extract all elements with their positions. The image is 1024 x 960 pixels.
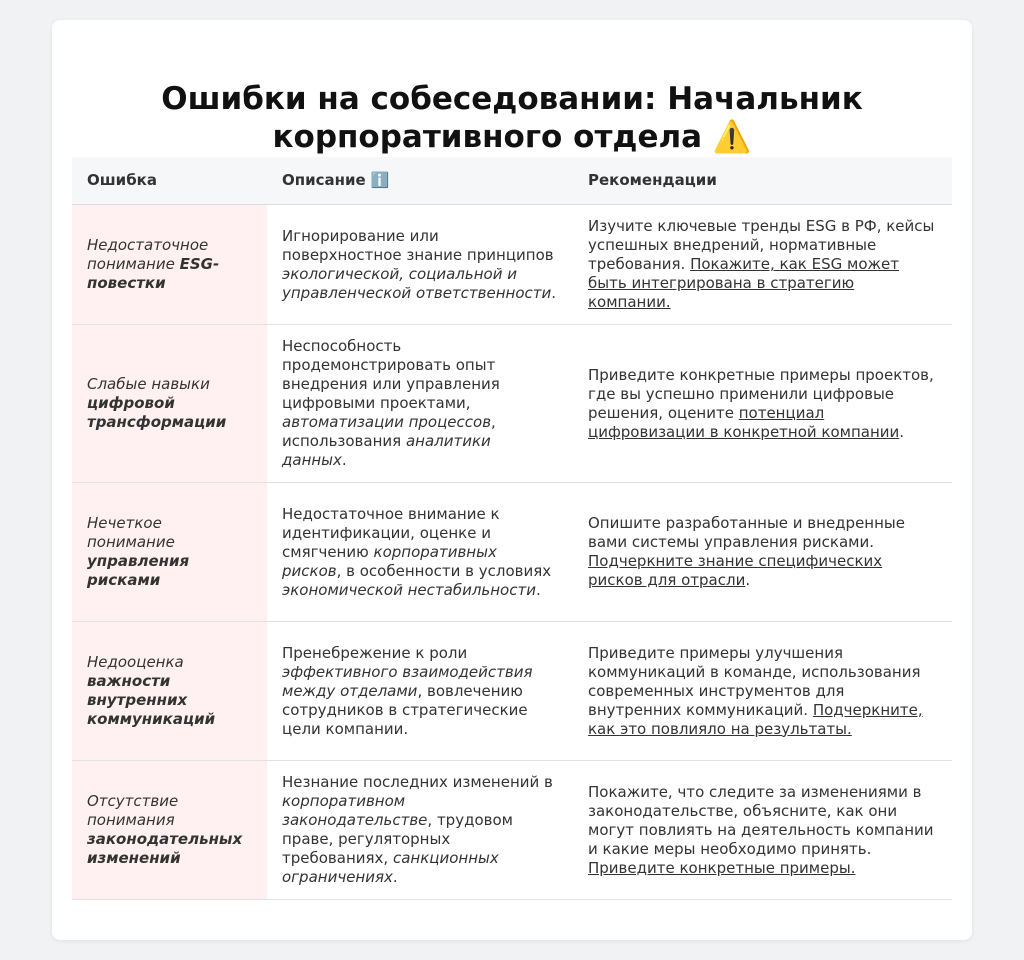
mistake-cell: Отсутствие понимания законодательных изменений <box>72 761 267 900</box>
recommendation-cell: Приведите конкретные примеры проектов, где вы успешно применили цифровые решения, оцените потенциал цифровизации в конкретной компании. <box>573 325 952 483</box>
mistake-cell: Недооценка важности внутренних коммуникаций <box>72 622 267 761</box>
description-cell: Игнорирование или поверхностное знание принципов экологической, социальной и управленческой ответственности. <box>267 205 573 325</box>
table-row <box>72 325 952 483</box>
mistake-cell: Нечеткое понимание управления рисками <box>72 483 267 622</box>
header-mistake: Ошибка <box>72 157 267 205</box>
description-cell: Пренебрежение к роли эффективного взаимодействия между отделами, вовлечению сотрудников в стратегические цели компании. <box>267 622 573 761</box>
table-header-row <box>72 157 952 205</box>
table-row <box>72 622 952 761</box>
description-cell: Незнание последних изменений в корпоративном законодательстве, трудовом праве, регуляторных требованиях, санкционных ограничениях. <box>267 761 573 900</box>
description-cell: Неспособность продемонстрировать опыт внедрения или управления цифровыми проектами, автоматизации процессов, использования аналитики данных. <box>267 325 573 483</box>
recommendation-link[interactable]: Подчеркните, как это повлияло на результаты. <box>588 700 923 738</box>
description-cell: Недостаточное внимание к идентификации, оценке и смягчению корпоративных рисков, в особенности в условиях экономической нестабильности. <box>267 483 573 622</box>
header-description: Описание ℹ️ <box>267 157 573 205</box>
mistake-cell: Недостаточное понимание ESG-повестки <box>72 205 267 325</box>
page-title: Ошибки на собеседовании: Начальник корпоративного отдела ⚠️ <box>161 81 863 155</box>
recommendation-cell: Приведите примеры улучшения коммуникаций в команде, использования современных инструментов для внутренних коммуникаций. Подчеркните, как это повлияло на результаты. <box>573 622 952 761</box>
table-row <box>72 483 952 622</box>
content-card <box>52 20 972 940</box>
recommendation-link[interactable]: Подчеркните знание специфических рисков для отрасли <box>588 552 883 589</box>
table-row <box>72 761 952 900</box>
mistake-cell: Слабые навыки цифровой трансформации <box>72 325 267 483</box>
recommendation-cell: Покажите, что следите за изменениями в законодательстве, объясните, как они могут повлиять на деятельность компании и какие меры необходимо принять. Приведите конкретные примеры. <box>573 761 952 900</box>
recommendation-cell: Опишите разработанные и внедренные вами системы управления рисками. Подчеркните знание специфических рисков для отрасли. <box>573 483 952 622</box>
recommendation-link[interactable]: Покажите, как ESG может быть интегрирована в стратегию компании. <box>588 255 899 311</box>
recommendation-cell: Изучите ключевые тренды ESG в РФ, кейсы успешных внедрений, нормативные требования. Покажите, как ESG может быть интегрирована в стратегию компании. <box>573 205 952 325</box>
mistakes-table <box>72 157 952 900</box>
header-recommendations: Рекомендации <box>573 157 952 205</box>
recommendation-link[interactable]: потенциал цифровизации в конкретной компании <box>588 403 900 441</box>
table-row <box>72 205 952 325</box>
recommendation-link[interactable]: Приведите конкретные примеры. <box>588 858 856 877</box>
